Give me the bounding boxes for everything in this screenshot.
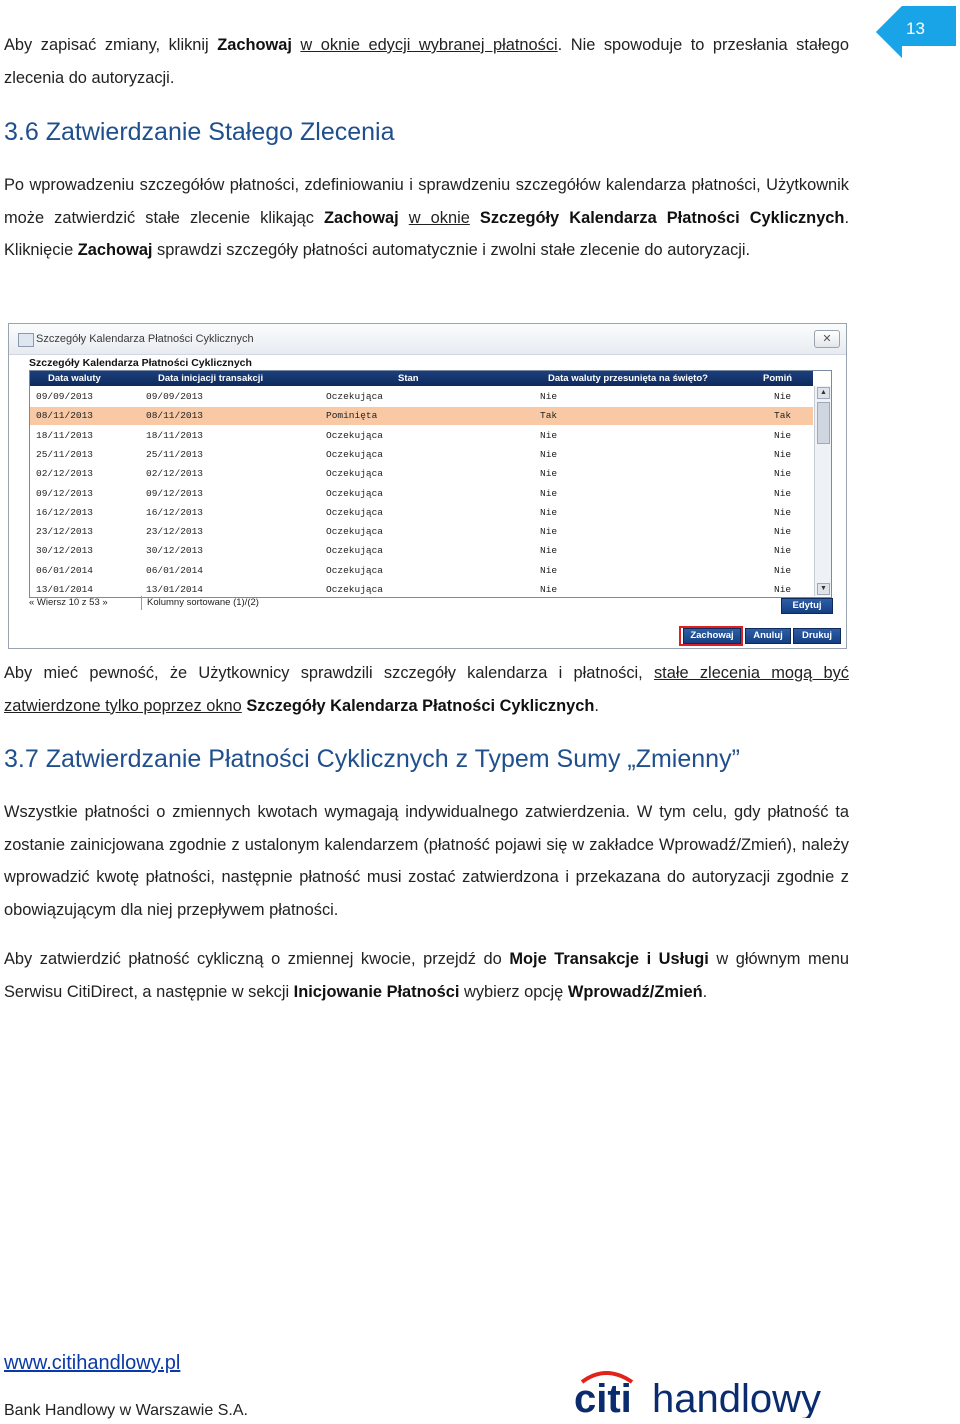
table-cell: 02/12/2013: [146, 468, 204, 480]
table-cell: 09/09/2013: [146, 391, 204, 402]
grid-scrollbar[interactable]: [814, 386, 831, 596]
print-button[interactable]: Drukuj: [793, 628, 841, 644]
edit-button[interactable]: Edytuj: [781, 598, 833, 614]
table-cell: Pominięta: [326, 410, 378, 422]
table-cell: 23/12/2013: [146, 526, 204, 538]
table-cell: 30/12/2013: [36, 545, 94, 557]
table-cell: 08/11/2013: [146, 410, 204, 422]
table-cell: 25/11/2013: [36, 448, 94, 460]
column-header[interactable]: Data waluty przesunięta na święto?: [548, 373, 708, 384]
sort-info[interactable]: Kolumny sortowane (1)/(2): [147, 597, 259, 608]
table-cell: Oczekująca: [326, 526, 384, 538]
table-cell: Oczekująca: [326, 487, 384, 499]
calendar-details-window: [8, 323, 847, 649]
table-row[interactable]: [30, 427, 813, 445]
table-cell: 18/11/2013: [36, 429, 94, 441]
table-cell: 02/12/2013: [36, 468, 94, 480]
table-cell: Nie: [774, 391, 792, 402]
table-cell: 13/01/2014: [146, 584, 204, 595]
column-header[interactable]: Data inicjacji transakcji: [158, 373, 264, 384]
table-cell: 06/01/2014: [36, 564, 94, 576]
table-cell: Oczekująca: [326, 468, 384, 480]
grid-caption: Szczegóły Kalendarza Płatności Cyklicznych: [29, 357, 252, 369]
pager[interactable]: « Wiersz 10 z 53 »: [29, 597, 108, 608]
page-number: 13: [906, 19, 925, 38]
save-button[interactable]: Zachowaj: [683, 628, 741, 644]
table-cell: 16/12/2013: [146, 506, 204, 518]
grid-header: [30, 371, 813, 386]
column-header[interactable]: Data waluty: [48, 373, 101, 384]
save-highlight-frame: [679, 626, 743, 646]
table-cell: Nie: [774, 468, 792, 480]
table-cell: 08/11/2013: [36, 410, 94, 422]
table-row[interactable]: [30, 562, 813, 580]
table-cell: Nie: [540, 526, 558, 538]
section-3-6-heading: 3.6 Zatwierdzanie Stałego Zlecenia: [4, 118, 395, 146]
payment-calendar-grid: [29, 370, 832, 598]
table-cell: 09/12/2013: [146, 487, 204, 499]
table-cell: 30/12/2013: [146, 545, 204, 557]
scroll-down-icon[interactable]: ▼: [817, 583, 830, 595]
table-cell: Nie: [774, 487, 792, 499]
table-row[interactable]: [30, 446, 813, 464]
table-cell: Nie: [540, 429, 558, 441]
table-cell: 18/11/2013: [146, 429, 204, 441]
table-cell: Nie: [540, 506, 558, 518]
table-cell: Oczekująca: [326, 506, 384, 518]
footer-website-link[interactable]: www.citihandlowy.pl: [4, 1352, 181, 1374]
table-cell: Tak: [774, 410, 792, 422]
table-cell: Nie: [774, 448, 792, 460]
scrollbar-thumb[interactable]: [817, 402, 830, 444]
table-cell: Nie: [540, 545, 558, 557]
window-title: Szczegóły Kalendarza Płatności Cyklicznych: [36, 333, 254, 345]
table-cell: 06/01/2014: [146, 564, 204, 576]
table-cell: Nie: [540, 487, 558, 499]
table-row[interactable]: [30, 504, 813, 522]
table-cell: 13/01/2014: [36, 584, 94, 595]
table-cell: Nie: [540, 584, 558, 595]
table-cell: Oczekująca: [326, 448, 384, 460]
table-cell: 23/12/2013: [36, 526, 94, 538]
table-cell: Nie: [540, 468, 558, 480]
table-cell: Nie: [774, 526, 792, 538]
svg-text:citi: citi: [574, 1377, 632, 1418]
intro-paragraph: Aby zapisać zmiany, kliknij Zachowaj w oknie edycji wybranej płatności. Nie spowoduje to przesłania stałego zlecenia do autoryzacji.: [4, 36, 849, 87]
table-row[interactable]: [30, 485, 813, 503]
window-icon: [18, 333, 34, 347]
table-cell: Oczekująca: [326, 391, 384, 402]
footer-company-name: Bank Handlowy w Warszawie S.A.: [4, 1402, 248, 1419]
column-header[interactable]: Stan: [398, 373, 419, 384]
close-icon[interactable]: ✕: [814, 330, 840, 348]
svg-text:handlowy: handlowy: [652, 1377, 822, 1418]
table-cell: Nie: [540, 391, 558, 402]
table-row[interactable]: [30, 581, 813, 598]
table-cell: Nie: [774, 506, 792, 518]
table-cell: 25/11/2013: [146, 448, 204, 460]
citi-handlowy-logo: [574, 1368, 824, 1418]
section-3-7-paragraph-2: Aby zatwierdzić płatność cykliczną o zmiennej kwocie, przejdź do Moje Transakcje i Usługi w głównym menu Serwisu CitiDirect, a następnie w sekcji Inicjowanie Płatności wybierz opcję Wprowadź/Zmień.: [4, 950, 849, 1001]
section-3-7-paragraph-1: Wszystkie płatności o zmiennych kwotach wymagają indywidualnego zatwierdzenia. W tym celu, gdy płatność ta zostanie zainicjowana zgodnie z ustalonym kalendarzem (płatność pojawi się w zakładce Wprowadź/Zmień), należy wprowadzić kwotę płatności, następnie płatność musi zostać zatwierdzona i przekazana do autoryzacji zgodnie z obowiązującym dla niej przepływem płatności.: [4, 803, 849, 919]
column-header[interactable]: Pomiń: [763, 373, 793, 384]
table-cell: Nie: [774, 564, 792, 576]
table-cell: Oczekująca: [326, 584, 384, 595]
table-row[interactable]: [30, 388, 813, 406]
table-row[interactable]: [30, 542, 813, 560]
table-cell: Nie: [540, 448, 558, 460]
table-cell: Oczekująca: [326, 429, 384, 441]
table-cell: Nie: [774, 429, 792, 441]
cancel-button[interactable]: Anuluj: [745, 628, 791, 644]
table-cell: 09/09/2013: [36, 391, 94, 402]
table-cell: Nie: [774, 584, 792, 595]
table-row[interactable]: [30, 465, 813, 483]
footer-divider: [141, 596, 142, 610]
table-cell: 09/12/2013: [36, 487, 94, 499]
window-titlebar: [9, 324, 846, 355]
table-cell: Oczekująca: [326, 564, 384, 576]
table-cell: Nie: [774, 545, 792, 557]
table-cell: 16/12/2013: [36, 506, 94, 518]
scroll-up-icon[interactable]: ▲: [817, 387, 830, 399]
table-row[interactable]: [30, 407, 813, 425]
table-cell: Nie: [540, 564, 558, 576]
after-screenshot-paragraph: Aby mieć pewność, że Użytkownicy sprawdzili szczegóły kalendarza i płatności, stałe zlecenia mogą być zatwierdzone tylko poprzez okno Szczegóły Kalendarza Płatności Cyklicznych.: [4, 664, 849, 715]
section-3-7-heading: 3.7 Zatwierdzanie Płatności Cyklicznych z Typem Sumy „Zmienny”: [4, 745, 740, 773]
table-cell: Tak: [540, 410, 558, 422]
table-cell: Oczekująca: [326, 545, 384, 557]
table-row[interactable]: [30, 523, 813, 541]
section-3-6-paragraph: Po wprowadzeniu szczegółów płatności, zdefiniowaniu i sprawdzeniu szczegółów kalendarza płatności, Użytkownik może zatwierdzić stałe zlecenie klikając Zachowaj w oknie Szczegóły Kalendarza Płatności Cyklicznych. Kliknięcie Zachowaj sprawdzi szczegóły płatności automatycznie i zwolni stałe zlecenie do autoryzacji.: [4, 176, 849, 259]
